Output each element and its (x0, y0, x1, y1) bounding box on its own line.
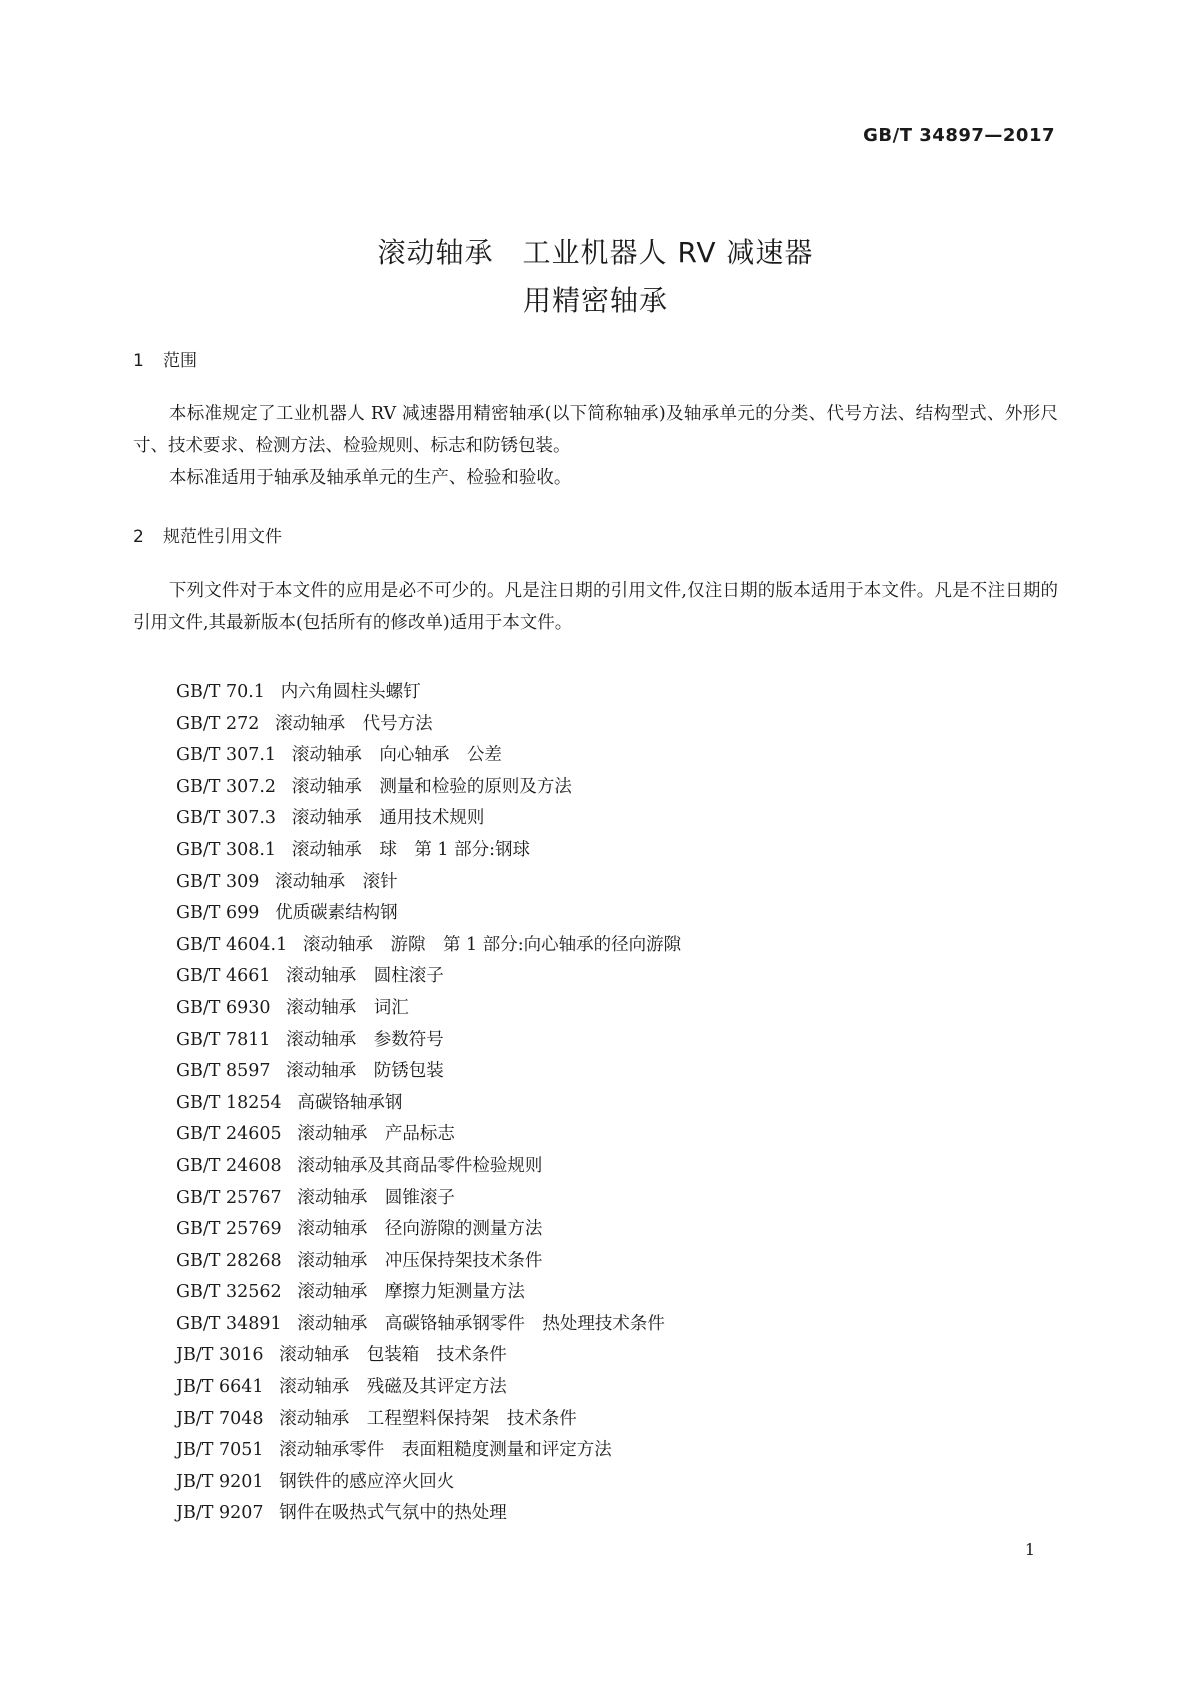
section-1-paragraph-2: 本标准适用于轴承及轴承单元的生产、检验和验收。 (168, 468, 572, 488)
reference-code: GB/T 308.1 (176, 839, 277, 860)
reference-item (176, 803, 681, 835)
reference-item (176, 1467, 681, 1499)
reference-item (176, 1372, 681, 1404)
reference-item (176, 677, 681, 709)
reference-code: JB/T 6641 (176, 1377, 264, 1398)
reference-code: GB/T 307.2 (176, 776, 277, 797)
reference-title: 滚动轴承 通用技术规则 (291, 808, 485, 829)
reference-item (176, 1056, 681, 1088)
page-number: 1 (1024, 1540, 1035, 1559)
reference-code: GB/T 25769 (176, 1219, 282, 1240)
reference-item (176, 772, 681, 804)
section-1-paragraph-1: 本标准规定了工业机器人 RV 减速器用精密轴承(以下简称轴承)及轴承单元的分类、代号方法、结构型式、外形尺寸、技术要求、检测方法、检验规则、标志和防锈包装。 (133, 404, 1058, 456)
reference-code: JB/T 9207 (176, 1503, 264, 1524)
section-1-heading (133, 346, 197, 371)
reference-item (176, 867, 681, 899)
reference-item (176, 835, 681, 867)
reference-title: 滚动轴承 滚针 (275, 871, 398, 892)
reference-code: GB/T 24605 (176, 1124, 282, 1145)
reference-title: 滚动轴承 向心轴承 公差 (291, 745, 502, 766)
reference-title: 高碳铬轴承钢 (297, 1092, 403, 1113)
reference-code: GB/T 309 (176, 871, 260, 892)
section-2-number: 2 (133, 527, 144, 547)
reference-title: 滚动轴承 圆柱滚子 (286, 966, 444, 987)
reference-title: 滚动轴承 防锈包装 (286, 1061, 444, 1082)
section-2-title: 规范性引用文件 (163, 527, 282, 547)
reference-code: GB/T 272 (176, 713, 260, 734)
reference-title: 钢件在吸热式气氛中的热处理 (279, 1503, 507, 1524)
section-1-body (133, 398, 1058, 494)
reference-code: GB/T 34891 (176, 1313, 282, 1334)
reference-title: 滚动轴承 测量和检验的原则及方法 (291, 776, 572, 797)
reference-title: 滚动轴承零件 表面粗糙度测量和评定方法 (279, 1440, 612, 1461)
reference-code: GB/T 307.1 (176, 745, 277, 766)
reference-code: GB/T 7811 (176, 1029, 271, 1050)
reference-code: GB/T 699 (176, 903, 260, 924)
reference-item (176, 1151, 681, 1183)
reference-code: GB/T 32562 (176, 1282, 282, 1303)
section-2-intro: 下列文件对于本文件的应用是必不可少的。凡是注日期的引用文件,仅注日期的版本适用于本文件。凡是不注日期的引用文件,其最新版本(包括所有的修改单)适用于本文件。 (133, 581, 1058, 633)
reference-code: GB/T 24608 (176, 1155, 282, 1176)
section-1-number: 1 (133, 351, 144, 371)
reference-item (176, 709, 681, 741)
reference-title: 滚动轴承及其商品零件检验规则 (297, 1155, 543, 1176)
reference-item (176, 1246, 681, 1278)
reference-item (176, 1277, 681, 1309)
reference-item (176, 1088, 681, 1120)
reference-code: JB/T 3016 (176, 1345, 264, 1366)
reference-item (176, 1435, 681, 1467)
reference-code: JB/T 7051 (176, 1440, 264, 1461)
document-title (0, 229, 1191, 325)
reference-title: 滚动轴承 圆锥滚子 (297, 1187, 455, 1208)
reference-item (176, 1214, 681, 1246)
section-2-body (133, 575, 1058, 639)
reference-code: GB/T 28268 (176, 1250, 282, 1271)
section-1-title: 范围 (163, 351, 197, 371)
reference-item (176, 993, 681, 1025)
reference-title: 滚动轴承 产品标志 (297, 1124, 455, 1145)
reference-title: 滚动轴承 冲压保持架技术条件 (297, 1250, 543, 1271)
reference-code: GB/T 70.1 (176, 682, 265, 702)
reference-list (176, 677, 681, 1530)
title-line-1: 滚动轴承 工业机器人 RV 减速器 (377, 236, 814, 269)
reference-title: 滚动轴承 游隙 第 1 部分:向心轴承的径向游隙 (302, 934, 682, 955)
reference-code: GB/T 307.3 (176, 808, 277, 829)
reference-item (176, 1340, 681, 1372)
reference-title: 滚动轴承 代号方法 (275, 713, 433, 734)
reference-code: GB/T 25767 (176, 1187, 282, 1208)
reference-item (176, 898, 681, 930)
reference-title: 滚动轴承 径向游隙的测量方法 (297, 1219, 543, 1240)
reference-code: GB/T 18254 (176, 1092, 282, 1113)
reference-item (176, 1498, 681, 1530)
reference-title: 滚动轴承 残磁及其评定方法 (279, 1377, 507, 1398)
section-2-heading (133, 522, 282, 547)
reference-code: JB/T 7048 (176, 1408, 264, 1429)
reference-code: GB/T 4661 (176, 966, 271, 987)
reference-title: 优质碳素结构钢 (275, 903, 398, 924)
reference-title: 滚动轴承 摩擦力矩测量方法 (297, 1282, 525, 1303)
reference-item (176, 1404, 681, 1436)
reference-title: 内六角圆柱头螺钉 (280, 682, 421, 702)
title-line-2: 用精密轴承 (522, 284, 668, 317)
reference-title: 滚动轴承 包装箱 技术条件 (279, 1345, 507, 1366)
reference-item (176, 930, 681, 962)
reference-item (176, 961, 681, 993)
reference-item (176, 1183, 681, 1215)
reference-title: 钢铁件的感应淬火回火 (279, 1471, 455, 1492)
reference-title: 滚动轴承 高碳铬轴承钢零件 热处理技术条件 (297, 1313, 665, 1334)
reference-title: 滚动轴承 球 第 1 部分:钢球 (291, 839, 530, 860)
standard-code: GB/T 34897—2017 (863, 125, 1055, 146)
reference-title: 滚动轴承 词汇 (286, 997, 409, 1018)
reference-code: GB/T 8597 (176, 1061, 271, 1082)
reference-title: 滚动轴承 参数符号 (286, 1029, 444, 1050)
reference-code: GB/T 4604.1 (176, 934, 288, 955)
reference-item (176, 1309, 681, 1341)
reference-code: JB/T 9201 (176, 1471, 264, 1492)
reference-code: GB/T 6930 (176, 997, 271, 1018)
reference-item (176, 740, 681, 772)
reference-item (176, 1025, 681, 1057)
reference-title: 滚动轴承 工程塑料保持架 技术条件 (279, 1408, 577, 1429)
reference-item (176, 1119, 681, 1151)
